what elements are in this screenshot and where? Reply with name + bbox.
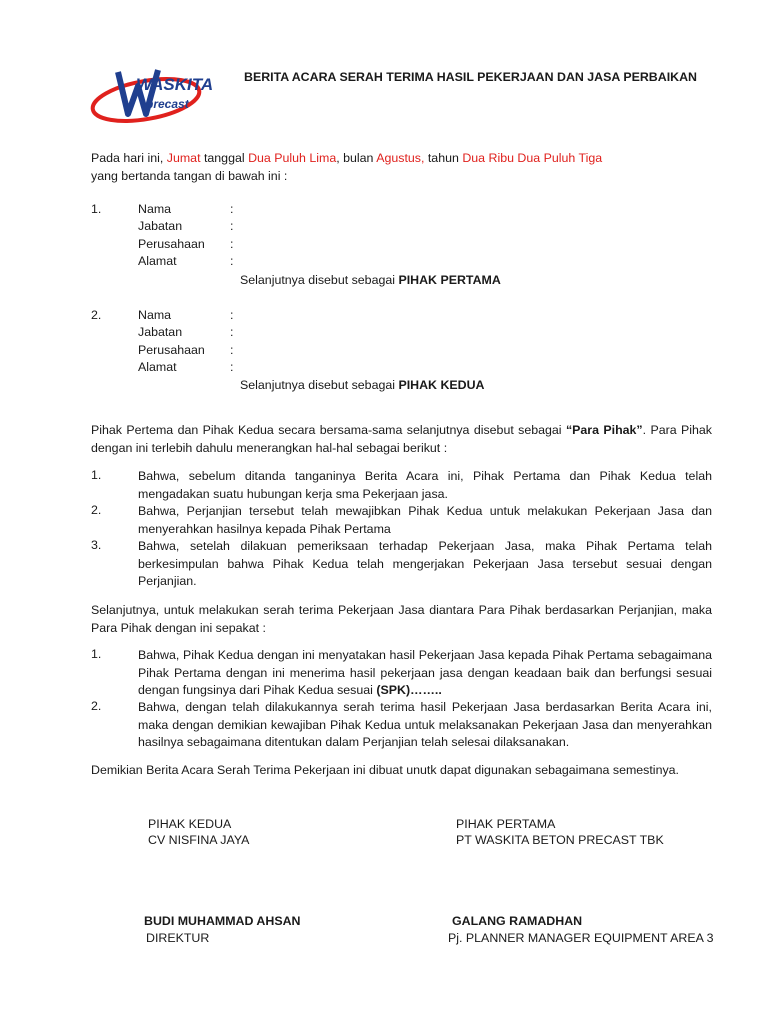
- paragraph-selanjutnya: Selanjutnya, untuk melakukan serah terima Pekerjaan Jasa diantara Para Pihak berdasarkan Perjanjian, maka Para Pihak dengan ini sepakat :: [91, 603, 712, 635]
- intro-line-1: [91, 151, 602, 165]
- party-2-colon: :: [230, 343, 234, 357]
- party-2-colon: :: [230, 308, 234, 322]
- waskita-precast-logo: [88, 64, 222, 126]
- party-2-colon: :: [230, 360, 234, 374]
- party-1-colon: :: [230, 219, 234, 233]
- list1-item-1-text: Bahwa, sebelum ditanda tanganinya Berita Acara ini, Pihak Pertama dan Pihak Kedua telah mengadakan suatu hubungan kerja sma Pekerjaan jasa.: [138, 469, 712, 501]
- intro-month: Agustus,: [376, 151, 425, 165]
- list1-item-1-number: 1.: [91, 468, 102, 482]
- intro-day: Jumat: [166, 151, 201, 165]
- list2-item-1-body: Bahwa, Pihak Kedua dengan ini menyatakan hasil Pekerjaan Jasa kepada Pihak Pertama sebagaimana Pihak Pertama dengan ini menerima hasil pekerjaan jasa dengan keadaan baik dan berfungsi sesuai dengan fungsinya dari Pihak Kedua sesuai: [138, 648, 712, 697]
- list1-item-2-number: 2.: [91, 503, 102, 517]
- signature-left-party: PIHAK KEDUA: [148, 817, 232, 831]
- intro-text-2: tanggal: [200, 151, 249, 165]
- intro-date: Dua Puluh Lima: [248, 151, 337, 165]
- signature-left-company: CV NISFINA JAYA: [148, 833, 250, 847]
- list1-item-3-number: 3.: [91, 538, 102, 552]
- signature-right-party: PIHAK PERTAMA: [456, 817, 556, 831]
- list2-item-1-spk: (SPK)……..: [376, 683, 442, 697]
- para1-term: “Para Pihak”: [565, 423, 643, 437]
- list1-item-3-text: Bahwa, setelah dilakuan pemeriksaan terhadap Pekerjaan Jasa, maka Pihak Pertama telah berkesimpulan bahwa Pihak Kedua telah mengerjakan Pekerjaan Jasa tersebut sesuai dengan Perjanjian.: [138, 539, 712, 588]
- party-1-number: 1.: [91, 202, 102, 216]
- document-title: BERITA ACARA SERAH TERIMA HASIL PEKERJAAN DAN JASA PERBAIKAN: [244, 70, 697, 84]
- party-1-colon: :: [230, 237, 234, 251]
- list2-item-1-text: [138, 647, 712, 700]
- party-1-designation: [240, 273, 501, 287]
- list2-item-2-text: Bahwa, dengan telah dilakukannya serah terima hasil Pekerjaan Jasa berdasarkan Berita Acara ini, maka dengan demikian kewajiban Pihak Kedua untuk melaksanakan Pekerjaan Jasa dan menyerahkan hasilnya sebagaimana ditentukan dalam Perjanjian telah selesai dilaksanakan.: [138, 700, 712, 749]
- signature-right-title: Pj. PLANNER MANAGER EQUIPMENT AREA 3: [448, 931, 714, 945]
- party-2-note: Selanjutnya disebut sebagai: [240, 378, 399, 392]
- party-2-label-perusahaan: Perusahaan: [138, 343, 205, 357]
- party-2-number: 2.: [91, 308, 102, 322]
- party-1-label-jabatan: Jabatan: [138, 219, 183, 233]
- list2-item-1-number: 1.: [91, 647, 102, 661]
- party-2-label-alamat: Alamat: [138, 360, 177, 374]
- paragraph-para-pihak: [91, 422, 712, 457]
- party-2-label-jabatan: Jabatan: [138, 325, 183, 339]
- party-1-note: Selanjutnya disebut sebagai: [240, 273, 399, 287]
- list1-item-2-text: Bahwa, Perjanjian tersebut telah mewajibkan Pihak Kedua untuk melakukan Pekerjaan Jasa dan menyerahkan hasilnya kepada Pihak Pertama: [138, 504, 712, 536]
- signature-right-company: PT WASKITA BETON PRECAST TBK: [456, 833, 664, 847]
- party-1-role: PIHAK PERTAMA: [398, 273, 501, 287]
- party-1-label-alamat: Alamat: [138, 254, 177, 268]
- logo-text-precast: precast: [146, 97, 189, 111]
- party-2-label-nama: Nama: [138, 308, 172, 322]
- party-2-role: PIHAK KEDUA: [398, 378, 485, 392]
- para1-text: Pihak Pertema dan Pihak Kedua secara bersama-sama selanjutnya disebut sebagai: [91, 423, 566, 437]
- party-1-label-nama: Nama: [138, 202, 172, 216]
- closing-statement: Demikian Berita Acara Serah Terima Pekerjaan ini dibuat unutk dapat digunakan sebagaimana semestinya.: [91, 763, 679, 777]
- signature-left-name: BUDI MUHAMMAD AHSAN: [144, 914, 301, 928]
- party-2-colon: :: [230, 325, 234, 339]
- party-1-colon: :: [230, 254, 234, 268]
- list2-item-2-number: 2.: [91, 699, 102, 713]
- party-1-label-perusahaan: Perusahaan: [138, 237, 205, 251]
- logo-text-waskita: WASKITA: [136, 75, 214, 94]
- signature-left-title: DIREKTUR: [146, 931, 210, 945]
- intro-text-3: , bulan: [336, 151, 377, 165]
- signature-right-name: GALANG RAMADHAN: [452, 914, 583, 928]
- intro-text-4: tahun: [424, 151, 463, 165]
- intro-line-2: yang bertanda tangan di bawah ini :: [91, 169, 288, 183]
- intro-text-1: Pada hari ini,: [91, 151, 167, 165]
- party-1-colon: :: [230, 202, 234, 216]
- para1-text-2: . Para Pihak dengan ini terlebih dahulu menerangkan hal-hal sebagai berikut :: [91, 423, 712, 455]
- intro-year: Dua Ribu Dua Puluh Tiga: [462, 151, 603, 165]
- party-2-designation: [240, 378, 485, 392]
